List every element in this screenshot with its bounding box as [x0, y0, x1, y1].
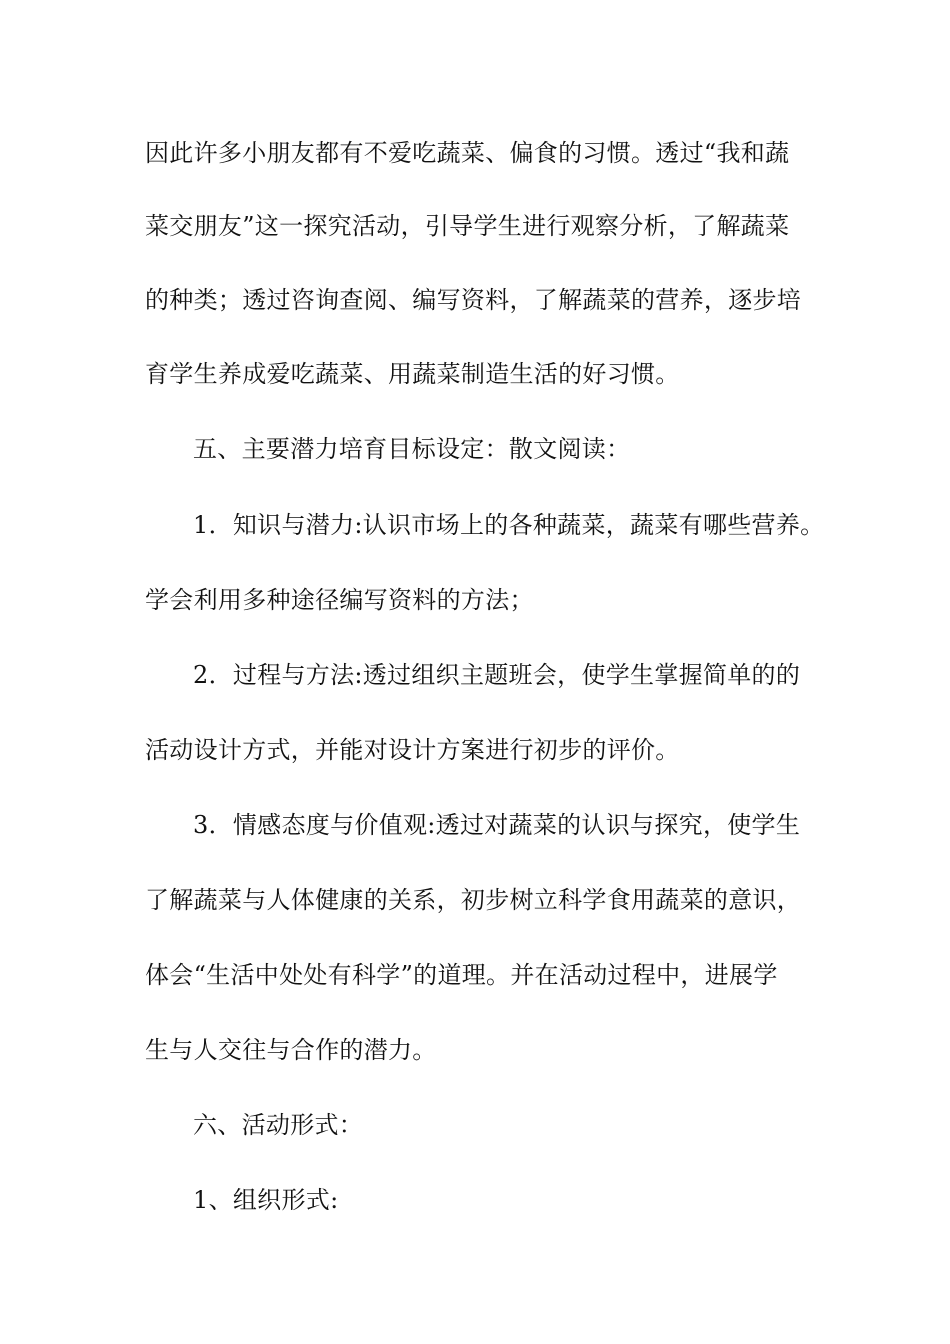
paragraph-line: 的种类；透过咨询查阅、编写资料，了解蔬菜的营养，逐步培: [145, 286, 802, 314]
paragraph-line: 生与人交往与合作的潜力。: [145, 1036, 437, 1064]
list-item: 2．过程与方法:透过组织主题班会，使学生掌握简单的的: [193, 661, 801, 689]
list-item: 3．情感态度与价值观:透过对蔬菜的认识与探究，使学生: [193, 811, 801, 839]
paragraph-line: 因此许多小朋友都有不爱吃蔬菜、偏食的习惯。透过“我和蔬: [145, 139, 790, 167]
list-item: 1、组织形式:: [193, 1186, 339, 1214]
section-heading: 五、主要潜力培育目标设定：散文阅读：: [193, 435, 631, 463]
paragraph-line: 活动设计方式，并能对设计方案进行初步的评价。: [145, 736, 680, 764]
paragraph-line: 体会“生活中处处有科学”的道理。并在活动过程中，进展学: [145, 961, 778, 989]
paragraph-line: 学会利用多种途径编写资料的方法；: [145, 586, 534, 614]
section-heading: 六、活动形式：: [193, 1111, 364, 1139]
list-item: 1．知识与潜力:认识市场上的各种蔬菜，蔬菜有哪些营养。: [193, 511, 825, 539]
paragraph-line: 菜交朋友”这一探究活动，引导学生进行观察分析，了解蔬菜: [145, 212, 790, 240]
paragraph-line: 育学生养成爱吃蔬菜、用蔬菜制造生活的好习惯。: [145, 360, 680, 388]
paragraph-line: 了解蔬菜与人体健康的关系，初步树立科学食用蔬菜的意识，: [145, 886, 802, 914]
